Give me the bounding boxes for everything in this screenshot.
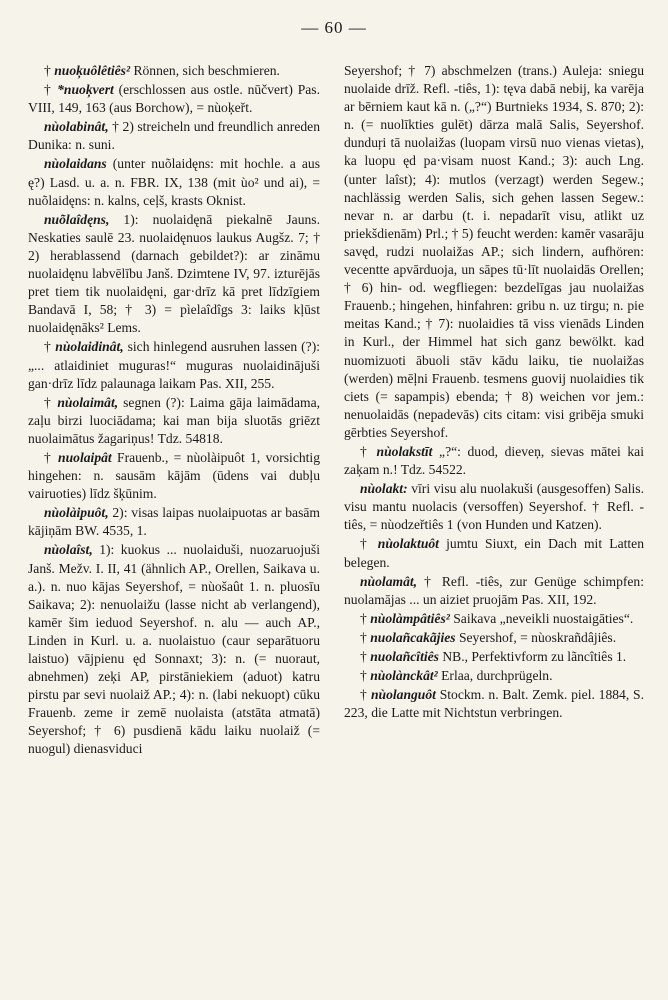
dictionary-entry (28, 541, 320, 758)
entry-headword: nùolaidans (44, 156, 107, 172)
dictionary-entry (344, 443, 644, 479)
dictionary-entry (28, 155, 320, 209)
dagger-mark: † (360, 536, 378, 552)
entry-headword: nùolakstīt (376, 443, 433, 459)
entry-text: Stockm. n. Balt. Zemk. piel. 1884, S. 223, die Latte mit Nichtstun verbringen. (344, 687, 644, 721)
entry-headword: nùolanguôt (370, 687, 436, 703)
dagger-mark: † (44, 449, 59, 465)
dagger-mark: † (360, 649, 371, 664)
dictionary-entry (344, 480, 644, 534)
entry-text: Rönnen, sich beschmieren. (130, 63, 280, 78)
entry-text: Seyershof; † 7) abschmelzen (trans.) Auleja: sniegu nuolaide drīž. Refl. -tiês, 1): tęva dabā nebij, ka varēja ar bērniem kaut kā n. („?“) Burtnieks 1934, S. 870; 2): n. (= nuolīkties gulēt) dārza malā Salis, Seyershof. dunduŗi tā nuolaižas (luopam virsū nuo vienas vietas), ka luopu ęd pa·visam nuost Kand.; 3): auch Lng. (unter laîst); 4): mutlos (verzagt) werden Segew.; nachlässig werden Salis, sich gehen lassen Segew.: nevar n. ar darbu (t. i. nepadarīt visu, atlikt uz priekšdienām) Prl.; † 5) feucht werden: kamēr vasarāju savęd, rudzi nuolaižas AP.; sich lindern, aufhören: vecentte apvārduoja, un sāpes tū·līt nuolaidās Orellen; † 6) hin- od. wegfliegen: bezdelīgas jau nuolaižas Frauenb.; hingehen, hinfahren: gribu n. uz tirgu; n. pie meitas Kand.; † 7): nuolaidies tā viss vienāds Linden in Kurl., der Himmel hat sich ganz bewölkt. kad nuomizuoti ābuoli stāv kādu laiku, tie nuolaižas (werden) mēļni Frauenb. tesmens guovij nuolaidies tik ciets (= sapampis) ebenda; † 8) weichen vor jem.: nenuolaidās (nepadevās) cits citam: visi gribēja smuki gērbties Seyershof. (344, 63, 644, 440)
dictionary-entry (28, 211, 320, 338)
entry-headword: nùolamât, (360, 573, 418, 589)
entry-text: segnen (?): Laima gāja laimādama, zaļu birzi luociādama; kai man bija sluotās griēzt nuolaimātus žagariņus! Tdz. 54818. (28, 394, 321, 446)
entry-text: Frauenb., = nùolàipuôt 1, vorsichtig hingehen: n. sausām kājām (ūdens vai dubļu vairuoties) līdz šķūnim. (28, 449, 320, 502)
dictionary-entry (28, 81, 320, 117)
right-column (344, 62, 644, 723)
dictionary-entry (344, 573, 644, 609)
entry-headword: nùolàipuôt, (44, 505, 109, 521)
entry-text: (erschlossen aus ostle. nūčvert) Pas. VIII, 149, 163 (aus Borchow), = nùoķeřt. (28, 82, 320, 116)
entry-text: † 2) streicheln und freundlich anreden Dunika: n. suni. (28, 119, 320, 153)
dictionary-entry (344, 610, 644, 628)
entry-text: Saikava „neveikli nuostaigāties“. (449, 610, 634, 626)
dagger-mark: † (360, 668, 371, 684)
entry-headword: nùolakt: (360, 481, 408, 497)
entry-headword: nùolàmpâtiês² (370, 610, 450, 626)
dictionary-entry (28, 118, 320, 154)
dagger-mark: † (44, 394, 58, 410)
dictionary-entry (28, 449, 320, 503)
entry-headword: nùolaîst, (44, 542, 93, 558)
dictionary-entry (344, 62, 644, 442)
entry-headword: nuolañcîtiês (370, 649, 439, 664)
dagger-mark: † (360, 687, 371, 703)
entry-headword: nùolabinât, (44, 119, 109, 135)
entry-headword: *nuoķvert (57, 82, 114, 98)
entry-text: Seyershof, = nùoskrañdâjiês. (455, 629, 617, 645)
dagger-mark: † (44, 339, 56, 355)
dictionary-entry (28, 62, 320, 80)
entry-text: 1): nuolaidęnā piekalnē Jauns. Neskaties saulē 23. nuolaidęnuos laukus Augšz. 7; † 2) herablassend (darnach gebildet?): ar zināmu nuolaidęnu labvēlību Janš. Dzimtene IV, 97. izturējās pret tiem tik nuolaidęni, gar·drīz kā pret līdzīgiem Bandavā I, 58; † 3) = pìelaîdîgs 3: laiks kļūst nuolaidęnāks² Lems. (28, 211, 320, 336)
entry-text: 2): visas laipas nuolaipuotas ar basām kājiņām BW. 4535, 1. (28, 505, 320, 539)
dictionary-entry (344, 648, 644, 666)
left-column (28, 62, 320, 760)
entry-text: † Refl. -tiês, zur Genüge schimpfen: nuolamājas ... un aiziet pruojām Pas. XII, 192. (344, 573, 644, 607)
entry-headword: nùolaktuôt (377, 536, 439, 552)
dagger-mark: † (44, 82, 58, 98)
page-number: — 60 — (301, 18, 367, 37)
entry-headword: nuoķuôlêtiês² (54, 63, 131, 78)
entry-text: jumtu Siuxt, ein Dach mit Latten belegen. (344, 536, 644, 570)
dictionary-entry (28, 338, 320, 392)
dictionary-entry (344, 535, 644, 571)
entry-headword: nùolaimât, (57, 394, 119, 410)
entry-text: 1): kuokus ... nuolaiduši, nuozaruojuši Janš. Mežv. I. II, 41 (ähnlich AP., Orellen, Saikava u. a.). n. nuo kājas Seyershof, = nùošaût 1. n. pluosīu Saikava; 2): nenuolaižu (lasse nicht ab verlangend), kamēr šim ieduod Seyershof. n. alu — auch AP., Linden in Kurl. u. a. nuolaistuo (caur separātuoru laistuo) vājpienu ęd Sonnaxt; 3): n. (= nuoraut, abnehmen) zeķi AP, pirstāniekiem (aduot) katru pirstu par sevi nuolaiž AP.; 4): n. (labi nekuopt) cūku Frauenb. zeme ir zemē nuolaista (atstāta atmatā) Seyershof; † 6) pusdienā kādu laiku nuolaiž (= nuogul) dienasviduci (28, 542, 320, 757)
entry-headword: nùolaidinât, (55, 339, 124, 355)
entry-text: NB., Perfektivform zu lãncîtiês 1. (438, 649, 627, 664)
entry-text: vīri visu alu nuolakuši (ausgesoffen) Salis. visu mantu nuolacis (versoffen) Seyershof. † Refl. -tiês, = nùodzeřtiês 1 (von Hunden und Katzen). (344, 481, 644, 533)
entry-headword: nuolaipât (58, 449, 112, 465)
entry-headword: nùolànckât² (370, 668, 438, 684)
entry-text: „?“: duod, dieveņ, sievas mātei kai zaķam n.! Tdz. 54522. (344, 443, 644, 478)
dictionary-entry (344, 629, 644, 647)
dictionary-entry (28, 394, 320, 448)
dagger-mark: † (44, 63, 55, 78)
dictionary-entry (344, 667, 644, 685)
entry-text: sich hinlegend ausruhen lassen (?): „... atlaidiniet muguras!“ muguras nuolaidinājuši gan·drīz līdz palaunaga laikam Pas. XII, 255. (28, 339, 320, 391)
entry-text: Erlaa, durchprügeln. (437, 668, 553, 684)
entry-text: (unter nuõlaidęns: mit hochle. a aus ę?) Lasd. u. a. n. FBR. IX, 138 (mit ùo² und ai), = nuõlaidęns: n. kalns, ceļš, krasts Oknist. (28, 156, 320, 208)
dagger-mark: † (360, 443, 377, 459)
entry-headword: nuõlaîdęns, (44, 211, 110, 227)
dagger-mark: † (360, 610, 371, 626)
dictionary-entry (344, 686, 644, 722)
dagger-mark: † (360, 629, 371, 645)
entry-headword: nuolañcakãjies (370, 629, 456, 645)
dictionary-entry (28, 504, 320, 540)
